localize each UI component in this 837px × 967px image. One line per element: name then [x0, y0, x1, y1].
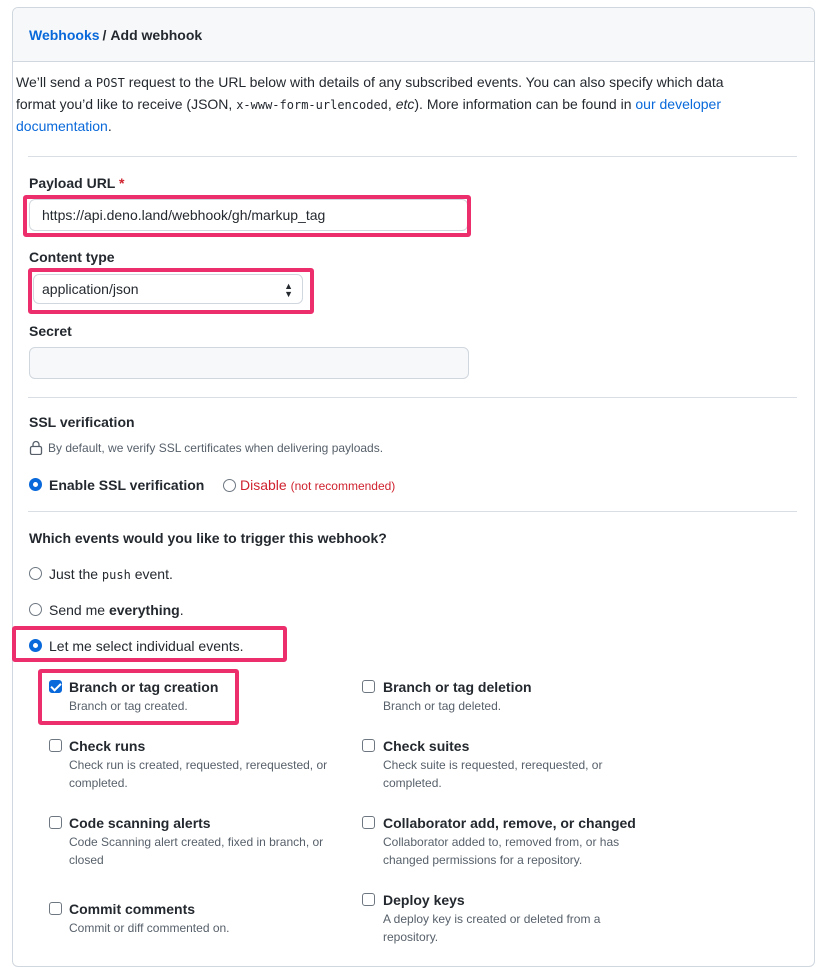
event-title[interactable]: Branch or tag deletion	[383, 679, 532, 695]
urlencoded-code: x-www-form-urlencoded	[236, 98, 388, 112]
disable-ssl-radio[interactable]	[223, 479, 236, 492]
event-desc: Check run is created, requested, rerequested, or completed.	[69, 758, 328, 790]
send-everything-text: Send me	[49, 602, 109, 618]
breadcrumb-current: Add webhook	[110, 26, 203, 43]
content-type-selected: application/json	[42, 281, 139, 297]
divider	[28, 156, 797, 157]
intro-text-part: ,	[387, 96, 396, 112]
event-desc: A deploy key is created or deleted from a repository.	[383, 912, 601, 944]
event-title[interactable]: Code scanning alerts	[69, 815, 211, 831]
event-desc: Commit or diff commented on.	[69, 921, 230, 935]
select-arrows-icon: ▲ ▼	[284, 281, 293, 299]
send-everything-radio[interactable]	[29, 603, 42, 616]
payload-url-value: https://api.deno.land/webhook/gh/markup_tag	[42, 207, 326, 223]
post-code: POST	[95, 76, 125, 90]
event-desc: Branch or tag deleted.	[383, 699, 502, 713]
payload-url-label-text: Payload URL	[29, 175, 116, 191]
intro-text-part: .	[107, 118, 112, 134]
select-individual-label[interactable]: Let me select individual events.	[49, 638, 244, 654]
send-everything-label[interactable]	[49, 602, 184, 618]
event-title[interactable]: Collaborator add, remove, or changed	[383, 815, 636, 831]
ssl-title: SSL verification	[29, 414, 135, 430]
divider	[28, 397, 797, 398]
intro-text	[16, 72, 756, 137]
intro-text-part: request to the URL below with details of any subscribed events. You can also specify which data format you’d like to receive (JSON,	[16, 74, 724, 112]
event-checkbox-check-suites[interactable]	[362, 739, 375, 752]
event-checkbox-deploy-keys[interactable]	[362, 893, 375, 906]
event-checkbox-commit-comments[interactable]	[49, 902, 62, 915]
ssl-note-text: By default, we verify SSL certificates when delivering payloads.	[48, 440, 384, 455]
breadcrumb	[13, 8, 814, 62]
event-desc: Branch or tag created.	[69, 699, 188, 713]
ssl-note	[29, 440, 383, 455]
events-question: Which events would you like to trigger this webhook?	[29, 530, 387, 546]
enable-ssl-radio[interactable]	[29, 478, 42, 491]
event-desc: Check suite is requested, rerequested, or completed.	[383, 758, 603, 790]
everything-bold: everything	[108, 602, 180, 618]
enable-ssl-label[interactable]: Enable SSL verification	[49, 477, 205, 493]
event-checkbox-branch-tag-deletion[interactable]	[362, 680, 375, 693]
disable-ssl-text: Disable	[240, 477, 287, 493]
lock-icon	[29, 440, 43, 455]
secret-label: Secret	[29, 323, 72, 339]
just-push-text: Just the	[49, 566, 102, 582]
just-push-text-end: event.	[130, 566, 173, 582]
payload-url-input[interactable]	[29, 199, 468, 231]
event-title[interactable]: Check suites	[383, 738, 470, 754]
divider	[28, 511, 797, 512]
event-checkbox-branch-tag-creation[interactable]	[49, 680, 62, 693]
event-title[interactable]: Check runs	[69, 738, 146, 754]
event-title[interactable]: Deploy keys	[383, 892, 465, 908]
required-mark: *	[119, 175, 125, 191]
intro-etc: etc	[395, 96, 415, 112]
intro-text-part: ). More information can be found in	[414, 96, 636, 112]
event-checkbox-code-scanning[interactable]	[49, 816, 62, 829]
secret-input[interactable]	[29, 347, 469, 379]
disable-ssl-note: (not recommended)	[290, 479, 396, 493]
content-type-label: Content type	[29, 249, 115, 265]
event-title[interactable]: Branch or tag creation	[69, 679, 219, 695]
payload-url-label	[29, 175, 124, 191]
push-code: push	[101, 568, 131, 582]
select-individual-radio[interactable]	[29, 639, 42, 652]
event-title[interactable]: Commit comments	[69, 901, 196, 917]
just-push-radio[interactable]	[29, 567, 42, 580]
send-everything-text-end: .	[179, 602, 184, 618]
just-push-label[interactable]	[49, 566, 173, 582]
developer-docs-link[interactable]: our developer documentation	[16, 96, 722, 134]
breadcrumb-separator: /	[102, 26, 107, 43]
intro-text-part: We’ll send a	[16, 74, 96, 90]
event-checkbox-check-runs[interactable]	[49, 739, 62, 752]
event-desc: Collaborator added to, removed from, or has changed permissions for a repository.	[383, 835, 620, 867]
event-desc: Code Scanning alert created, fixed in branch, or closed	[69, 835, 324, 867]
disable-ssl-label[interactable]	[240, 477, 395, 493]
event-checkbox-collaborator[interactable]	[362, 816, 375, 829]
breadcrumb-webhooks-link[interactable]: Webhooks	[29, 26, 100, 43]
content-type-select[interactable]	[33, 274, 303, 304]
